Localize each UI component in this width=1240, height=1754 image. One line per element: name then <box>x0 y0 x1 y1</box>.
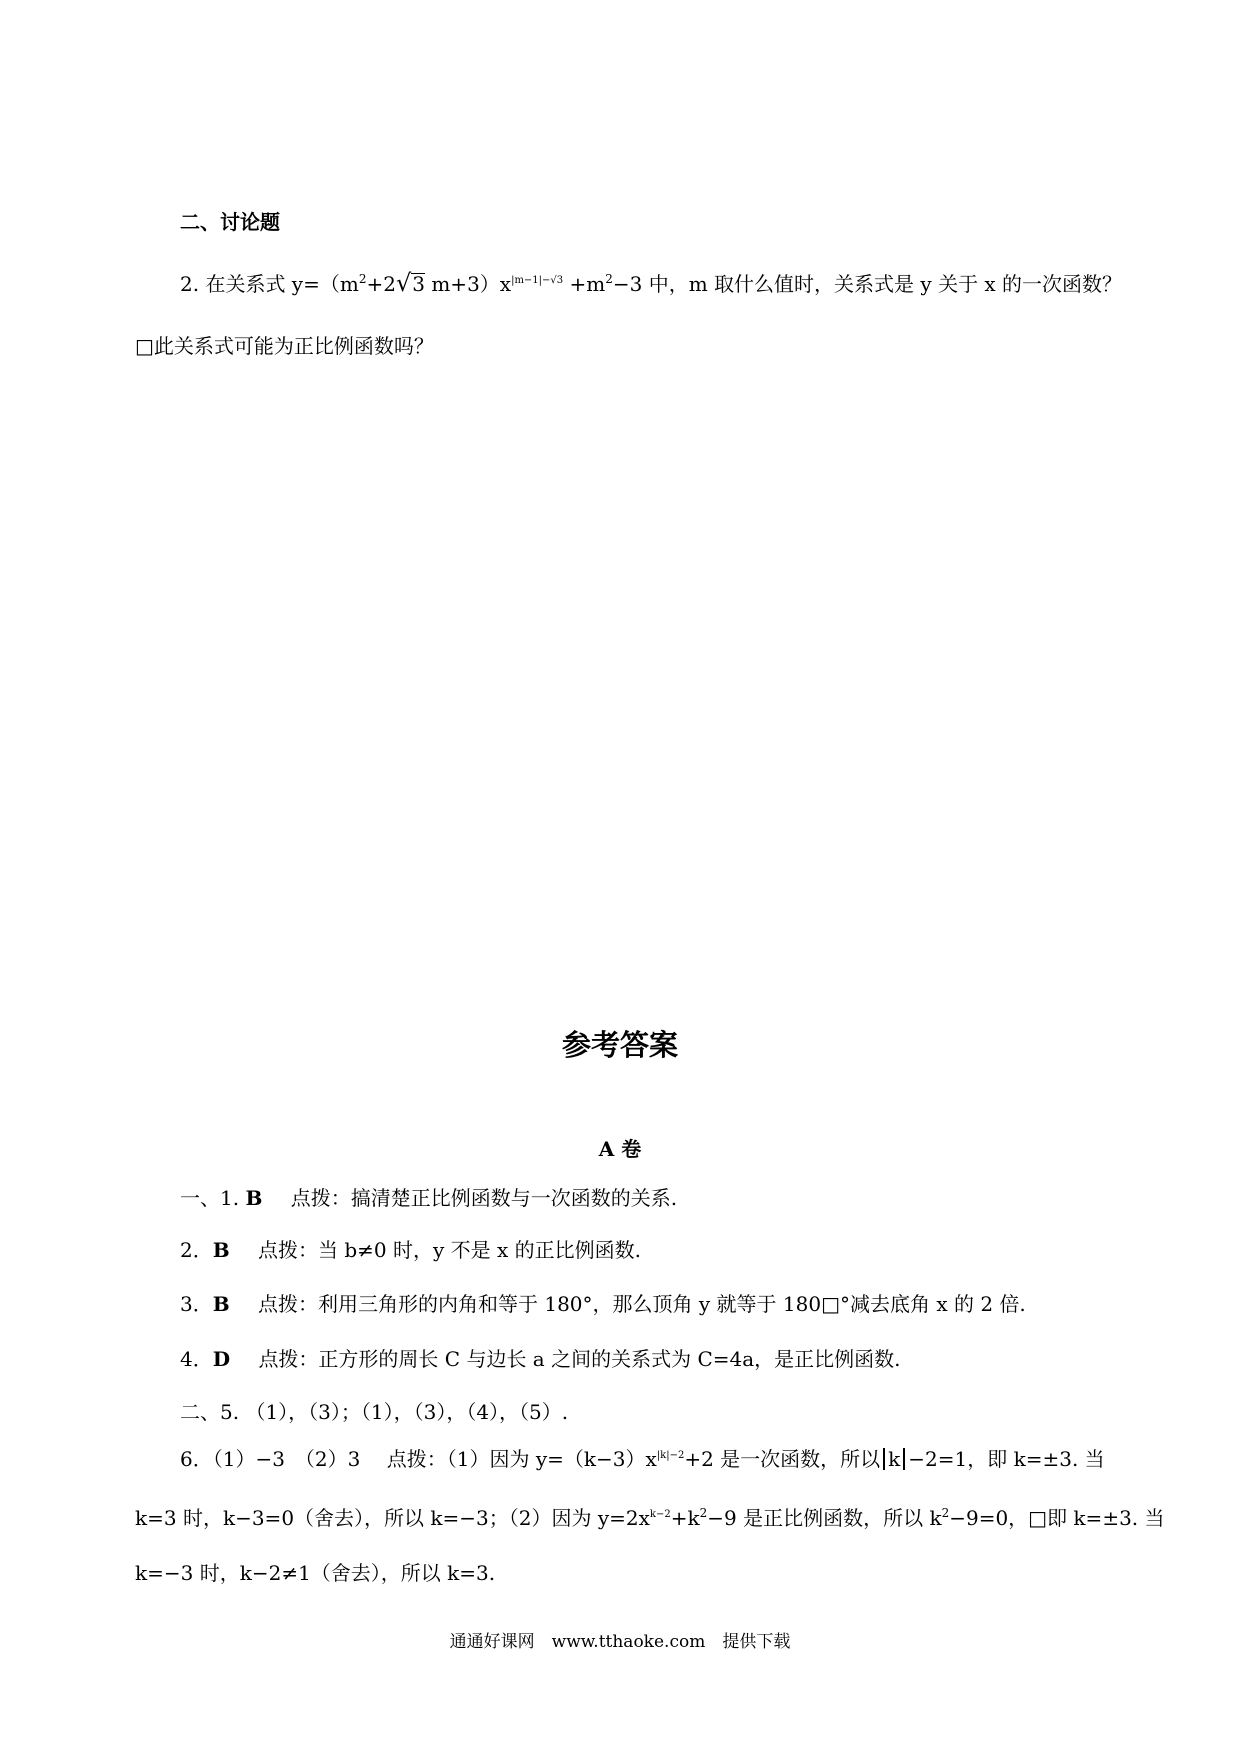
a6-l2-d: −9=0，□即 k=±3. 当 <box>949 1506 1165 1530</box>
abs-bar-right <box>903 1448 905 1470</box>
answer-1 <box>180 1185 677 1211</box>
question-2-line-1 <box>180 270 1122 297</box>
answer-3-letter: B <box>212 1292 230 1316</box>
page-footer: 通通好课网 www.tthaoke.com 提供下载 <box>449 1632 791 1652</box>
question-2-line-2: □此关系式可能为正比例函数吗？ <box>135 334 434 358</box>
q2-mid3: +m <box>569 272 606 296</box>
a6-l1-b: +2 是一次函数，所以 <box>684 1447 881 1471</box>
answer-4 <box>180 1346 901 1372</box>
a6-l1-c: k <box>888 1447 901 1471</box>
answer-4-text: 点拨：正方形的周长 C 与边长 a 之间的关系式为 C=4a，是正比例函数. <box>258 1347 901 1371</box>
sqrt-sign: √ <box>395 269 412 297</box>
a6-l2-b: +k <box>670 1506 700 1530</box>
abs-bar-left <box>883 1448 885 1470</box>
q2-mid2: m+3）x <box>431 272 512 296</box>
a6-l1-a: 6．（1）−3 （2）3 点拨：（1）因为 y=（k−3）x <box>180 1447 657 1471</box>
q2-exp-b: 2 <box>605 272 613 286</box>
volume-a-heading: A 卷 <box>598 1137 642 1161</box>
answer-3-num: 3． <box>180 1292 213 1316</box>
answer-1-text: 点拨：搞清楚正比例函数与一次函数的关系. <box>290 1186 678 1210</box>
q2-prefix: 2. 在关系式 y=（m <box>180 272 359 296</box>
q2-exponent: |m−1|−√3 <box>511 275 564 286</box>
answer-2 <box>180 1237 641 1263</box>
a6-l2-exp3: 2 <box>941 1506 950 1520</box>
q2-exp: 2 <box>358 272 367 286</box>
answer-2-letter: B <box>212 1238 230 1262</box>
answer-1-num: 一、1. <box>180 1186 240 1210</box>
a6-l2-c: −9 是正比例函数，所以 k <box>707 1506 942 1530</box>
a6-l2-exp: k−2 <box>649 1509 671 1520</box>
answer-4-letter: D <box>212 1347 231 1371</box>
answer-6-line-2 <box>135 1505 1165 1531</box>
answer-3 <box>180 1291 1026 1317</box>
answer-2-text: 点拨：当 b≠0 时，y 不是 x 的正比例函数. <box>258 1238 642 1262</box>
answer-6-line-3: k=−3 时，k−2≠1（舍去），所以 k=3. <box>135 1561 496 1585</box>
q2-sqrt: 3 <box>412 272 425 296</box>
a6-l2-a: k=3 时，k−3=0（舍去），所以 k=−3；（2）因为 y=2x <box>135 1506 650 1530</box>
a6-l1-exp: |k|−2 <box>656 1450 685 1461</box>
a6-l1-d: −2=1，即 k=±3. 当 <box>908 1447 1105 1471</box>
answers-title: 参考答案 <box>561 1028 678 1062</box>
answer-2-num: 2． <box>180 1238 213 1262</box>
a6-l2-exp2: 2 <box>699 1506 708 1520</box>
answer-5: 二、5. （1），（3）；（1），（3），（4），（5）. <box>180 1400 569 1424</box>
section-heading: 二、讨论题 <box>180 210 280 234</box>
answer-6-line-1 <box>180 1446 1105 1472</box>
answer-3-text: 点拨：利用三角形的内角和等于 180°，那么顶角 y 就等于 180□°减去底角 x 的 2 倍. <box>258 1292 1026 1316</box>
q2-mid1: +2 <box>366 272 396 296</box>
q2-suffix: −3 中，m 取什么值时，关系式是 y 关于 x 的一次函数？ <box>612 272 1123 296</box>
answer-1-letter: B <box>245 1186 263 1210</box>
answer-4-num: 4． <box>180 1347 213 1371</box>
